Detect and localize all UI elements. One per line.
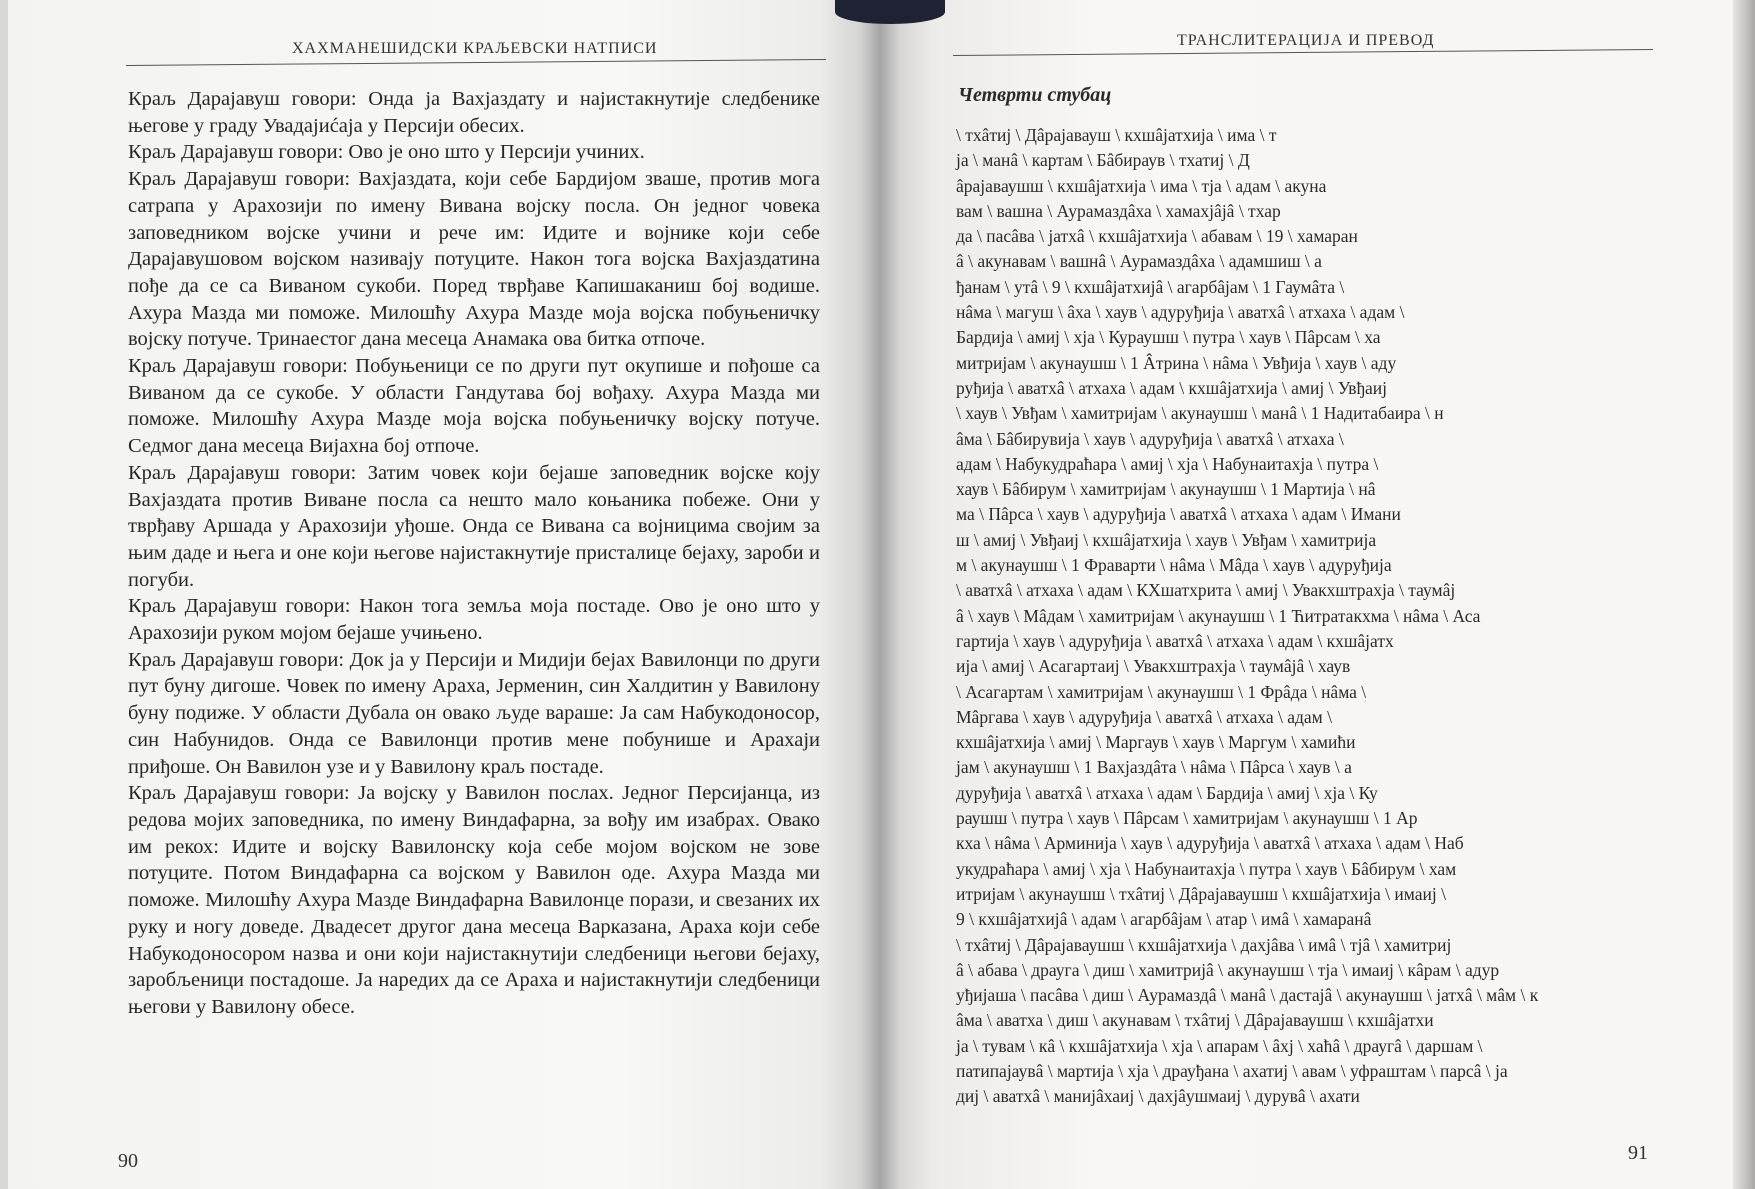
transliteration-line: â \ абава \ драуга \ диш \ хамитријâ \ акунаушш \ тја \ имаиј \ кâрам \ адур: [956, 959, 1500, 980]
paragraph: Краљ Дарајавуш говори: Ово је оно што у Персији учиних.: [128, 141, 645, 164]
transliteration-line: јам \ акунаушш \ 1 Вахјаздâта \ нâма \ Пâрса \ хаув \ а: [956, 757, 1352, 778]
transliteration-line: диј \ аватхâ \ манијâхаиј \ дахјâушмаиј \ дурувâ \ ахати: [956, 1086, 1360, 1107]
transliteration-line: укудраћара \ амиј \ хја \ Набунаитахја \ путра \ хаув \ Бâбирум \ хам: [956, 858, 1457, 879]
paragraph: Краљ Дарајавуш говори: Вахјаздата, који себе Бардијом зваше, против мога сатрапа у Арахозији по имену Вивана војску посла. Он једног човека заповедником војске учини и рече им: Идите и војнике који себе Дарајавушовом војском називају потуците. Након тога војска Вахјаздатина пође да се са Виваном сукоби. Поред тврђаве Капишаканиш бој водише. Ахура Мазда ми поможе. Милошћу Ахура Мазде моја војска побуњеничку војску потуче. Тринаестог дана месеца Анамака ова битка отпоче.: [128, 168, 820, 351]
transliteration-line: руђија \ аватхâ \ атхаха \ адам \ кхшâјатхија \ амиј \ Увђаиј: [956, 377, 1387, 398]
transliteration-line: патипајаувâ \ мартија \ хја \ драуђана \ ахатиј \ авам \ уфраштам \ парсâ \ ја: [956, 1060, 1508, 1081]
transliteration-text: [956, 123, 1596, 1110]
transliteration-line: уђијаша \ пасâва \ диш \ Аурамаздâ \ манâ \ дастајâ \ акунаушш \ јатхâ \ мâм \ к: [956, 985, 1539, 1006]
transliteration-line: Бардија \ амиј \ хја \ Кураушш \ путра \ хаув \ Пâрсам \ ха: [956, 327, 1381, 348]
left-page-edge: [0, 0, 8, 1189]
paragraph: Краљ Дарајавуш говори: Онда ја Вахјаздату и најистакнутије следбенике његове у граду Увадајиćаја у Персији обесих.: [128, 88, 820, 137]
transliteration-line: раушш \ путра \ хаув \ Пâрсам \ хамитријам \ акунаушш \ 1 Ар: [956, 808, 1418, 829]
column-heading: Четврти стубац: [958, 84, 1112, 106]
paragraph: Краљ Дарајавуш говори: Ја војску у Вавилон послах. Једног Персијанца, из редова мојих заповедника, по имену Виндафарна, за вођу им изабрах. Овако им рекох: Идите и војску Вавилонску која себе мојом војском не зове потуците. Потом Виндафарна са војском у Вавилон оде. Ахура Мазда ми поможе. Милошћу Ахура Мазде Виндафарна Вавилонце порази, и свезаних их руку и ногу доведе. Двадесет другог дана месеца Варказана, Араха који себе Набукодоносором назва и они који најистакнутији следбеници његови бејаху, заробљеници постадоше. Ја наредих да се Араха и најистакнутији следбеници његови у Вавилону обесе.: [128, 782, 820, 1018]
spine-shadow: [860, 0, 900, 1189]
transliteration-line: â \ акунавам \ вашнâ \ Аурамаздâха \ адамшиш \ а: [956, 251, 1322, 272]
transliteration-line: 9 \ кхшâјатхијâ \ адам \ агарбâјам \ атар \ имâ \ хамаранâ: [956, 909, 1372, 930]
transliteration-line: \ аватхâ \ атхаха \ адам \ КХшатхрита \ амиј \ Увакхштрахја \ таумâј: [956, 580, 1456, 601]
paragraph: Краљ Дарајавуш говори: Побуњеници се по други пут окупише и пођоше са Виваном да се сукобе. У области Гандутава бој вођаху. Ахура Мазда ми поможе. Милошћу Ахура Мазде моја војска побуњеничку војску потуче. Седмог дана месеца Вијахна бој отпоче.: [128, 355, 820, 458]
left-running-head: ХАХМАНЕШИДСКИ КРАЉЕВСКИ НАТПИСИ: [292, 40, 658, 57]
left-body-text: [128, 86, 820, 1021]
right-page-number: 91: [1628, 1142, 1648, 1164]
transliteration-line: кхшâјатхија \ амиј \ Маргаув \ хаув \ Маргум \ хамићи: [956, 732, 1356, 753]
transliteration-line: ђанам \ утâ \ 9 \ кхшâјатхијâ \ агарбâјам \ 1 Гаумâта \: [956, 276, 1345, 297]
transliteration-line: âрајаваушш \ кхшâјатхија \ има \ тја \ адам \ акуна: [956, 175, 1327, 196]
paragraph: Краљ Дарајавуш говори: Након тога земља моја постаде. Ово је оно што у Арахозији руком мојом бејаше учињено.: [128, 595, 820, 645]
transliteration-line: \ тхâтиј \ Дâрајавауш \ кхшâјатхија \ има \ т: [956, 125, 1277, 145]
transliteration-line: итријам \ акунаушш \ тхâтиј \ Дâрајаваушш \ кхшâјатхија \ имаиј \: [956, 883, 1446, 904]
transliteration-line: да \ пасâва \ јатхâ \ кхшâјатхија \ абавам \ 19 \ хамаран: [956, 226, 1358, 247]
paragraph: Краљ Дарајавуш говори: Док ја у Персији и Мидији бејах Вавилонци по други пут буну дигоше. Човек по имену Араха, Јерменин, син Халдитин у Вавилону буну подиже. У области Дубала он овако људе вараше: Ја сам Набукодоносор, син Набунидов. Онда се Вавилонци против мене побунише и Арахаји приђоше. Он Вавилон узе и у Вавилону краљ постаде.: [128, 648, 820, 778]
right-page-edge: [1733, 0, 1755, 1189]
transliteration-line: вам \ вашна \ Аурамаздâха \ хамахјâјâ \ тхар: [956, 200, 1281, 221]
transliteration-line: \ хаув \ Увђам \ хамитријам \ акунаушш \ манâ \ 1 Надитабаира \ н: [956, 403, 1444, 424]
transliteration-line: ија \ амиј \ Асагартаиј \ Увакхштрахја \ таумâјâ \ хаув: [956, 656, 1351, 677]
left-page-number: 90: [118, 1150, 138, 1172]
transliteration-line: \ тхâтиј \ Дâрајаваушш \ кхшâјатхија \ дахјâва \ имâ \ тјâ \ хамитриј: [956, 934, 1452, 955]
transliteration-line: ма \ Пâрса \ хаув \ адуруђија \ аватхâ \ атхаха \ адам \ Имани: [956, 504, 1401, 525]
right-running-head: ТРАНСЛИТЕРАЦИЈА И ПРЕВОД: [1177, 32, 1435, 49]
transliteration-line: митријам \ акунаушш \ 1 Âтрина \ нâма \ Увђија \ хаув \ аду: [956, 352, 1397, 373]
transliteration-line: м \ акунаушш \ 1 Фраварти \ нâма \ Мâда \ хаув \ адуруђија: [956, 555, 1392, 576]
transliteration-line: гартија \ хаув \ адуруђија \ аватхâ \ атхаха \ адам \ кхшâјатх: [956, 630, 1394, 651]
transliteration-line: хаув \ Бâбирум \ хамитријам \ акунаушш \ 1 Мартија \ нâ: [956, 479, 1376, 500]
transliteration-line: \ Асагартам \ хамитријам \ акунаушш \ 1 Фрâда \ нâма \: [956, 681, 1367, 702]
transliteration-line: âма \ Бâбирувија \ хаув \ адуруђија \ аватхâ \ атхаха \: [956, 428, 1344, 449]
transliteration-line: âма \ аватха \ диш \ акунавам \ тхâтиј \ Дâрајаваушш \ кхшâјатхи: [956, 1010, 1434, 1031]
transliteration-line: Мâргава \ хаув \ адуруђија \ аватхâ \ атхаха \ адам \: [956, 706, 1332, 727]
transliteration-line: ја \ тувам \ кâ \ кхшâјатхија \ хја \ апарам \ âхј \ хаћâ \ драугâ \ даршам \: [956, 1035, 1483, 1056]
transliteration-line: адам \ Набукудраћара \ амиј \ хја \ Набунаитахја \ путра \: [956, 453, 1379, 474]
binding-gap: [835, 0, 945, 24]
paragraph: Краљ Дарајавуш говори: Затим човек који бејаше заповедник војске коју Вахјаздата против Виване посла са нешто мало коњаника побеже. Они у тврђаву Аршада у Арахозији уђоше. Онда се Вивана са војницима својим за њим даде и њега и оне који његове најистакнутије присталице бејаху, зароби и погуби.: [128, 461, 820, 591]
transliteration-line: ш \ амиј \ Увђаиј \ кхшâјатхија \ хаув \ Увђам \ хамитрија: [956, 529, 1377, 550]
transliteration-line: дуруђија \ аватхâ \ атхаха \ адам \ Бардија \ амиј \ хја \ Ку: [956, 782, 1378, 803]
transliteration-line: â \ хаув \ Мâдам \ хамитријам \ акунаушш \ 1 Ћитратакхма \ нâма \ Аса: [956, 605, 1481, 626]
transliteration-line: ја \ манâ \ картам \ Бâбираув \ тхатиј \ Д: [956, 150, 1250, 171]
transliteration-line: нâма \ магуш \ âха \ хаув \ адуруђија \ аватхâ \ атхаха \ адам \: [956, 302, 1405, 323]
transliteration-line: кха \ нâма \ Арминија \ хаув \ адуруђија \ аватхâ \ атхаха \ адам \ Наб: [956, 833, 1464, 854]
